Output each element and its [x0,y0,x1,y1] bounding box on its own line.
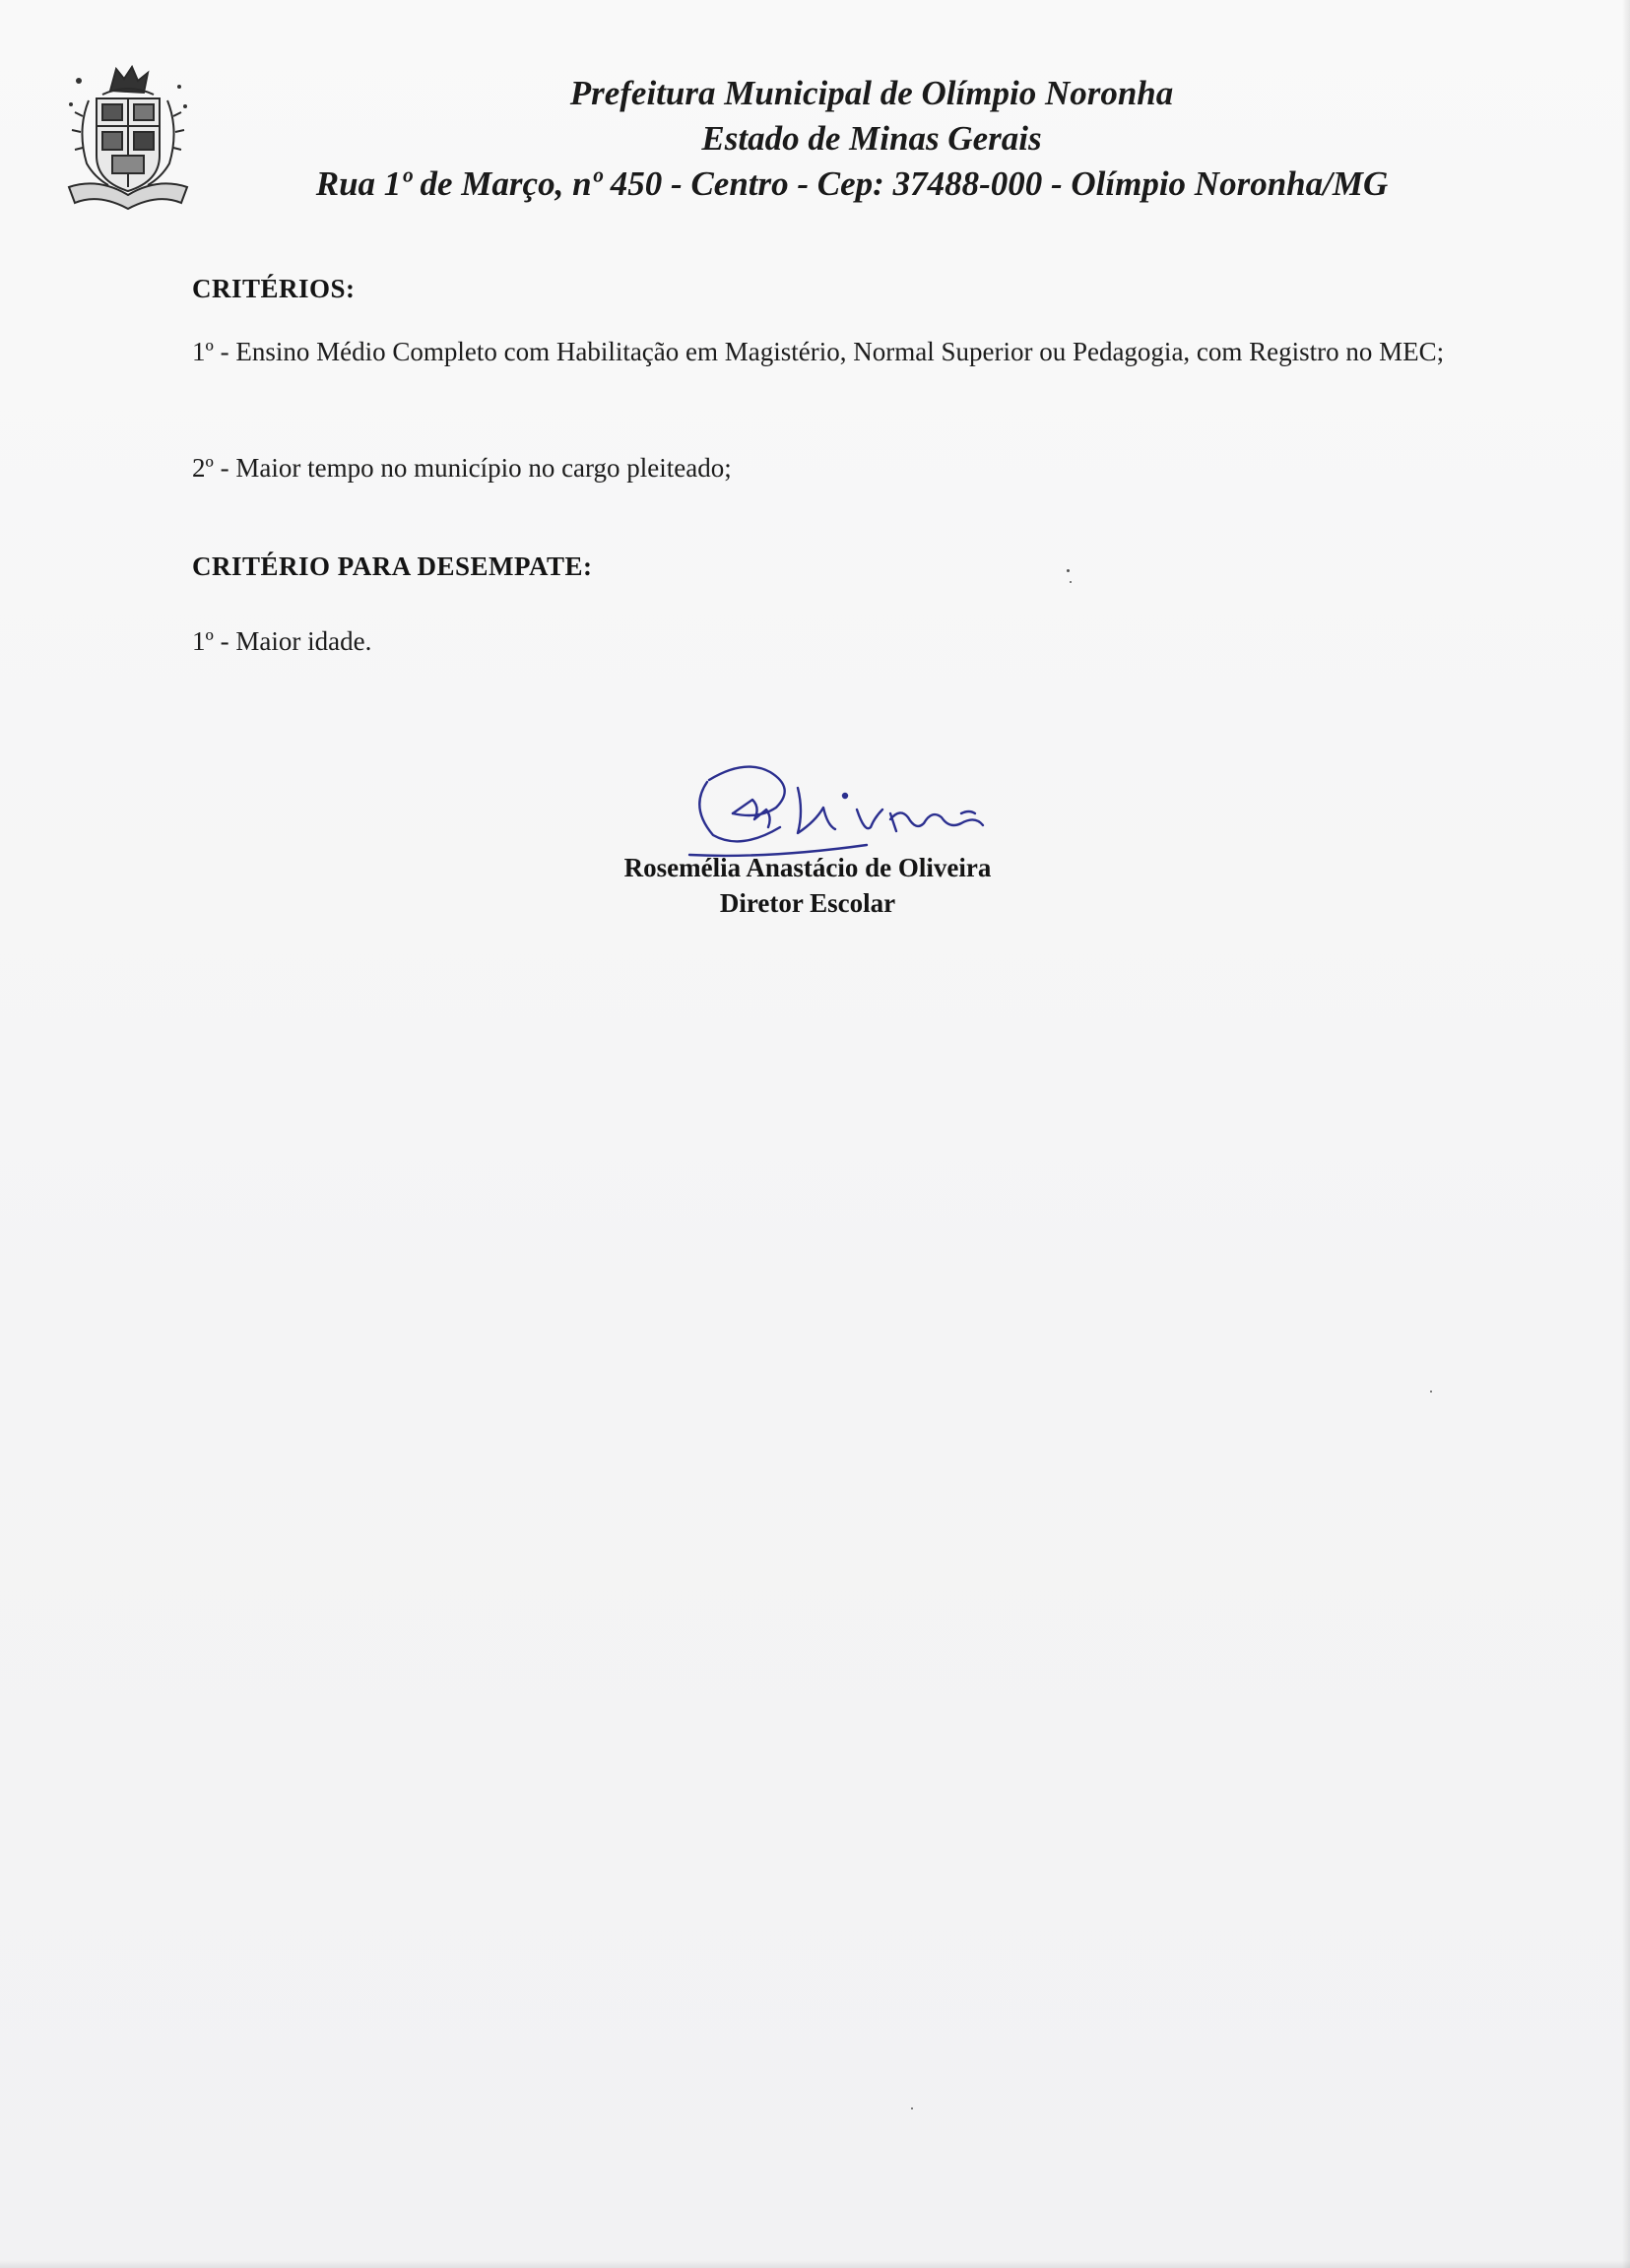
letterhead [217,71,1527,207]
criteria-item-2: 2º - Maior tempo no município no cargo pleiteado; [192,453,732,483]
signer-role: Diretor Escolar [719,888,896,918]
signer-name: Rosemélia Anastácio de Oliveira [623,853,992,882]
institution-address: Rua 1º de Março, nº 450 - Centro - Cep: 37488-000 - Olímpio Noronha/MG [315,164,1389,203]
scan-edge-bottom [0,2260,1630,2268]
criteria-heading: CRITÉRIOS: [192,274,356,303]
tiebreak-heading: CRITÉRIO PARA DESEMPATE: [192,551,593,581]
municipal-coat-of-arms-icon [59,61,197,211]
state-name: Estado de Minas Gerais [701,119,1042,158]
tiebreak-item-1: 1º - Maior idade. [192,626,372,656]
criteria-item-1: 1º - Ensino Médio Completo com Habilitação em Magistério, Normal Superior ou Pedagogia, com Registro no MEC; [192,337,1445,366]
handwritten-signature-icon [650,748,1044,867]
scan-edge-right [1622,0,1630,2268]
institution-name: Prefeitura Municipal de Olímpio Noronha [569,74,1174,112]
